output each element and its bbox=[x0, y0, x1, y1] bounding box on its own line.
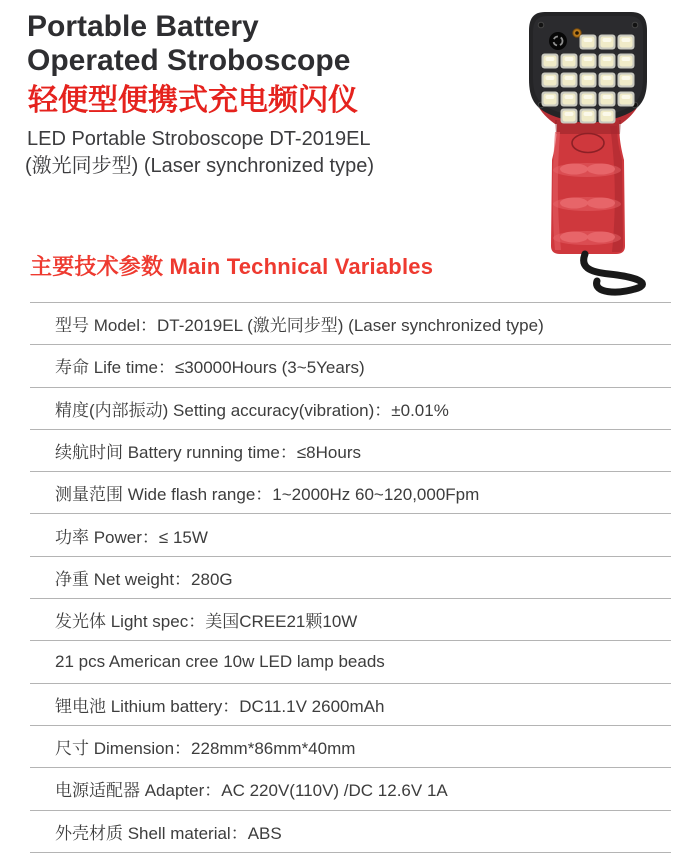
spec-text: 尺寸 Dimension：228mm*86mm*40mm bbox=[55, 739, 356, 759]
spec-table bbox=[30, 302, 671, 853]
spec-row-battery-running-time bbox=[30, 429, 671, 471]
spec-row-led-beads bbox=[30, 640, 671, 682]
spec-text: 寿命 Life time：≤30000Hours (3~5Years) bbox=[55, 358, 365, 378]
subtitle bbox=[27, 126, 374, 180]
spec-text: 净重 Net weight：280G bbox=[55, 569, 233, 589]
spec-text: 锂电池 Lithium battery：DC11.1V 2600mAh bbox=[55, 696, 385, 716]
spec-row-power bbox=[30, 513, 671, 555]
spec-text: 发光体 Light spec：美国CREE21颗10W bbox=[55, 612, 358, 632]
led-bead bbox=[580, 35, 635, 50]
spec-row-dimension bbox=[30, 725, 671, 767]
spec-text: 功率 Power：≤ 15W bbox=[55, 527, 208, 547]
spec-text: 续航时间 Battery running time：≤8Hours bbox=[55, 443, 361, 463]
wrist-strap bbox=[584, 254, 643, 292]
spec-row-net-weight bbox=[30, 556, 671, 598]
title-zh: 轻便型便携式充电频闪仪 bbox=[28, 84, 358, 117]
led-bead bbox=[542, 92, 635, 107]
spec-row-light-spec bbox=[30, 598, 671, 640]
light-sensor-icon bbox=[549, 32, 567, 50]
device-head bbox=[529, 12, 647, 124]
spec-text: 精度(内部振动) Setting accuracy(vibration)：±0.01% bbox=[55, 400, 449, 420]
spec-row-lithium-battery bbox=[30, 683, 671, 725]
product-image bbox=[497, 2, 679, 298]
spec-row-flash-range bbox=[30, 471, 671, 513]
spec-text: 21 pcs American cree 10w LED lamp beads bbox=[55, 652, 385, 672]
led-bead bbox=[542, 73, 635, 88]
page-title bbox=[27, 10, 374, 78]
led-bead bbox=[542, 54, 635, 69]
device-handle bbox=[551, 120, 625, 254]
title-en-line2: Operated Stroboscope bbox=[27, 44, 351, 77]
led-bead bbox=[561, 109, 616, 124]
spec-row-shell-material bbox=[30, 810, 671, 852]
spec-row-adapter bbox=[30, 767, 671, 809]
spec-text: 型号 Model：DT-2019EL (激光同步型) (Laser synchronized type) bbox=[55, 316, 544, 336]
title-en-line1: Portable Battery bbox=[27, 10, 259, 43]
subtitle-line2: (激光同步型) (Laser synchronized type) bbox=[25, 155, 374, 177]
spec-text: 测量范围 Wide flash range：1~2000Hz 60~120,000Fpm bbox=[55, 485, 480, 505]
stroboscope-illustration bbox=[497, 2, 679, 298]
section-heading: 主要技术参数 Main Technical Variables bbox=[30, 254, 434, 279]
subtitle-line1: LED Portable Stroboscope DT-2019EL bbox=[27, 128, 371, 150]
spec-row-model bbox=[30, 302, 671, 344]
header bbox=[27, 10, 374, 180]
spec-row-accuracy bbox=[30, 387, 671, 429]
spec-text: 外壳材质 Shell material：ABS bbox=[55, 823, 282, 843]
spec-row-life-time bbox=[30, 344, 671, 386]
spec-text: 电源适配器 Adapter：AC 220V(110V) /DC 12.6V 1A bbox=[55, 781, 448, 801]
